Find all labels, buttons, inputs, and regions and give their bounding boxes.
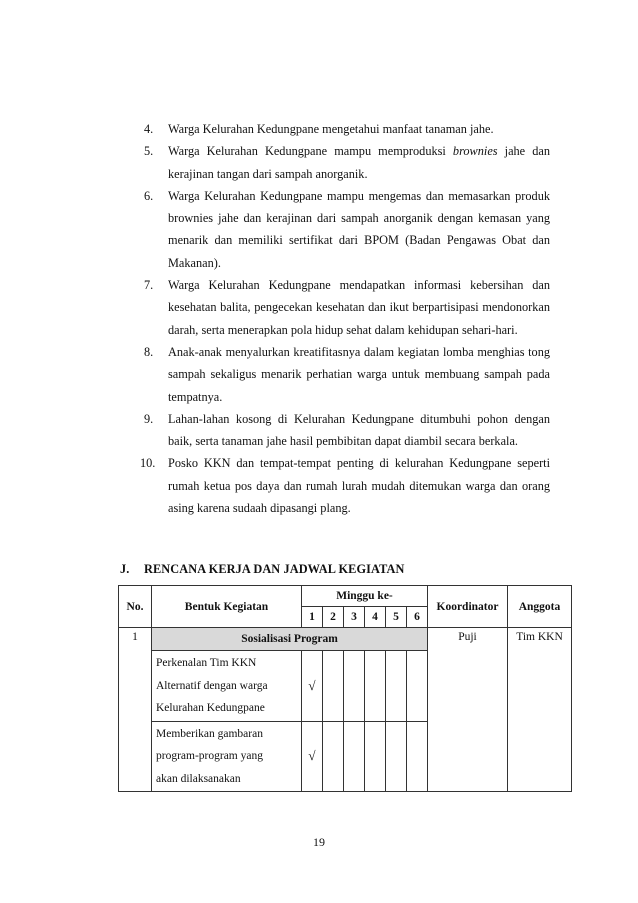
- week-cell: [365, 721, 386, 792]
- table-row: [119, 628, 572, 651]
- list-number: 6.: [144, 188, 154, 203]
- week-header: 2: [323, 607, 344, 628]
- week-cell: [323, 651, 344, 722]
- row-number: 1: [119, 628, 152, 792]
- program-title: Sosialisasi Program: [152, 628, 428, 651]
- week-cell: [344, 651, 365, 722]
- list-number: 5.: [144, 144, 154, 159]
- week-header: 4: [365, 607, 386, 628]
- list-text: Warga Kelurahan Kedungpane mampu mengemas dan memasarkan produk brownies jahe dan kerajinan dari sampah anorganik dengan kemasan yang menarik dan memiliki sertifikat dari BPOM (Badan Pengawas Obat dan Makanan).: [168, 188, 550, 270]
- week-cell: [344, 721, 365, 792]
- list-item: [144, 140, 550, 185]
- header-minggu: Minggu ke-: [302, 586, 428, 607]
- week-cell: [386, 721, 407, 792]
- list-item: [144, 185, 550, 274]
- table-header-row: [119, 586, 572, 607]
- week-check: √: [302, 721, 323, 792]
- week-header: 6: [407, 607, 428, 628]
- list-number: 7.: [144, 278, 154, 293]
- list-number: 10.: [140, 456, 156, 471]
- list-item: [140, 452, 550, 519]
- list-item: [144, 118, 550, 140]
- week-header: 5: [386, 607, 407, 628]
- list-text: Anak-anak menyalurkan kreatifitasnya dalam kegiatan lomba menghias tong sampah sekaligus menarik perhatian warga untuk membuang sampah pada tempatnya.: [168, 344, 550, 404]
- list-number: 4.: [144, 122, 154, 136]
- koordinator-cell: Puji: [428, 628, 508, 792]
- header-anggota: Anggota: [508, 586, 572, 628]
- week-header: 3: [344, 607, 365, 628]
- header-bentuk-kegiatan: Bentuk Kegiatan: [152, 586, 302, 628]
- section-heading: [120, 562, 404, 577]
- list-item: [144, 341, 550, 408]
- outcome-list: [140, 118, 550, 519]
- list-number: 9.: [144, 411, 154, 426]
- italic-term: brownies: [452, 144, 498, 159]
- activity-cell: Perkenalan Tim KKN Alternatif dengan warga Kelurahan Kedungpane: [152, 651, 302, 722]
- week-cell: [386, 651, 407, 722]
- list-text: Warga Kelurahan Kedungpane mendapatkan informasi kebersihan dan kesehatan balita, pengecekan kesehatan dan ikut berpartisipasi mendonorkan darah, serta menerapkan pola hidup sehat dalam kehidupan sehari-hari.: [168, 278, 550, 337]
- list-number: 8.: [144, 344, 154, 359]
- list-text: Posko KKN dan tempat-tempat penting di kelurahan Kedungpane seperti rumah ketua pos daya dan rumah lurah mudah ditemukan warga dan orang asing karena sudaah dipasangi plang.: [168, 456, 550, 516]
- week-cell: [323, 721, 344, 792]
- week-cell: [407, 651, 428, 722]
- section-letter: J.: [120, 562, 130, 576]
- list-item: [144, 408, 550, 453]
- header-koordinator: Koordinator: [428, 586, 508, 628]
- week-cell: [365, 651, 386, 722]
- list-text: Warga Kelurahan Kedungpane mampu memproduksi brownies jahe dan kerajinan tangan dari sampah anorganik.: [168, 144, 550, 181]
- schedule-table: [118, 585, 572, 792]
- week-cell: [407, 721, 428, 792]
- header-no: No.: [119, 586, 152, 628]
- week-header: 1: [302, 607, 323, 628]
- list-text: Lahan-lahan kosong di Kelurahan Kedungpane ditumbuhi pohon dengan baik, serta tanaman jahe hasil pembibitan dapat diambil secara berkala.: [168, 411, 550, 449]
- week-check: √: [302, 651, 323, 722]
- page-number: 19: [313, 835, 325, 849]
- section-title: RENCANA KERJA DAN JADWAL KEGIATAN: [144, 562, 405, 576]
- activity-cell: Memberikan gambaran program-program yang akan dilaksanakan: [152, 721, 302, 792]
- list-item: [144, 274, 550, 341]
- list-text: Warga Kelurahan Kedungpane mengetahui manfaat tanaman jahe.: [168, 122, 494, 136]
- anggota-cell: Tim KKN: [508, 628, 572, 792]
